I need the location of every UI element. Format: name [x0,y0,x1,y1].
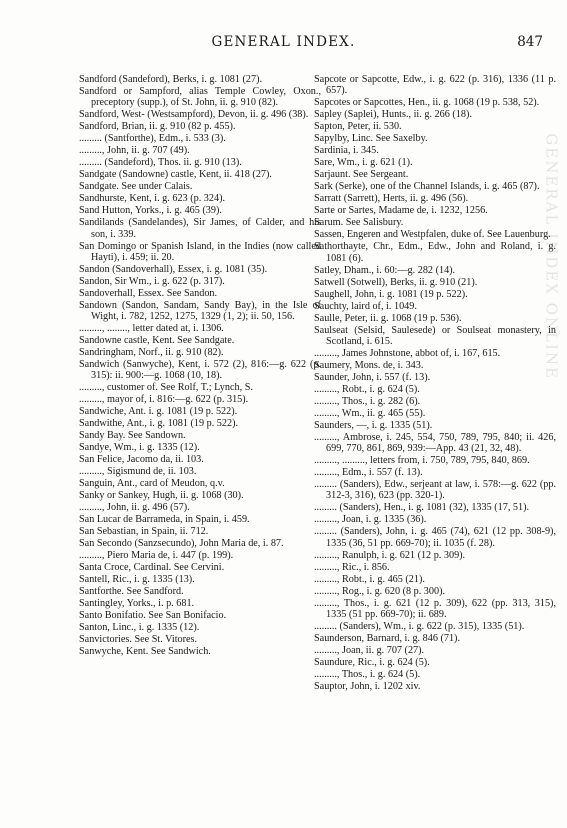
index-entry: Sandford or Sampford, alias Temple Cowley, Oxon., preceptory (supp.), of St. John, ii. g. 910 (82). [79,86,321,109]
index-entry: Sandford (Sandeford), Berks, i. g. 1081 (27). [79,74,263,85]
index-entry: ........., Ric., i. 856. [314,561,390,573]
index-entry: ........., Robt., i. g. 465 (21). [314,573,425,585]
index-entry: ........., Joan, ii. g. 707 (27). [314,644,425,656]
index-entry: Sanvictories. See St. Vitores. [79,634,198,646]
index-entry: Sandon (Sandoverhall), Essex, i. g. 1081 (35). [79,263,268,275]
index-entry: Santon, Linc., i. g. 1335 (12). [79,622,200,634]
index-entry: Sandwich (Sanwyche), Kent, i. 572 (2), 816:—g. 622 (p. 315): ii. 900:—g. 1068 (10, 18). [79,359,321,382]
index-column-left [79,74,321,658]
index-entry: Satwell (Sotwell), Berks, ii. g. 910 (21). [314,276,478,288]
index-entry: ........., James Johnstone, abbot of, i. 167, 615. [314,347,501,359]
index-entry: ........., Robt., i. g. 624 (5). [314,383,420,395]
index-entry: Sandhurste, Kent, i. g. 623 (p. 324). [79,193,226,205]
index-entry: ........., Ambrose, i. 245, 554, 750, 789, 795, 840; ii. 426, 699, 770, 861, 869, 939:—App. 43 (21, 32, 48). [314,431,556,454]
index-entry: Sandowne castle, Kent. See Sandgate. [79,335,235,346]
index-entry: ......... (Santforthe), Edm., i. 533 (3). [79,133,226,145]
index-entry: Sandgate (Sandowne) castle, Kent, ii. 418 (27). [79,169,272,181]
index-entry: Sapley (Saplei), Hunts., ii. g. 266 (18). [314,109,472,121]
index-entry: San Felice, Jacomo da, ii. 103. [79,454,204,466]
index-entry: Sapcotes or Sapcottes, Hen., ii. g. 1068 (19 p. 538, 52). [314,97,540,109]
index-entry: Sanky or Sankey, Hugh, ii. g. 1068 (30). [79,490,244,502]
page-number: 847 [517,34,543,50]
index-entry: Sandford, West- (Westsampford), Devon, ii. g. 496 (38). [79,109,309,121]
index-entry: Santingley, Yorks., i. p. 681. [79,598,195,610]
index-entry: Sandy Bay. See Sandown. [79,430,186,442]
index-entry: Sauchty, laird of, i. 1049. [314,300,417,312]
index-entry: Sanguin, Ant., card of Meudon, q.v. [79,478,225,490]
index-entry: ........., Thos., i. g. 624 (5). [314,668,421,680]
index-entry: Sandown (Sandon, Sandam, Sandy Bay), in the Isle of Wight, i. 782, 1252, 1275, 1329 (1, 2); ii. 50, 156. [79,299,321,322]
index-entry: ........., Wm., ii. g. 465 (55). [314,407,426,419]
index-entry: Sandon, Sir Wm., i. g. 622 (p. 317). [79,275,225,287]
index-entry: Sauptor, John, i. 1202 xiv. [314,680,421,692]
index-entry: Sassen, Engeren and Westpfalen, duke of. See Lauenburg. [314,229,551,241]
index-entry: ......... (Sanders), Hen., i. g. 1081 (32), 1335 (17, 51). [314,502,530,514]
index-entry: Santforthe. See Sandford. [79,586,184,598]
index-entry: Sandwithe, Ant., i. g. 1081 (19 p. 522). [79,418,239,430]
index-entry: ........., Joan, i. g. 1335 (36). [314,514,427,526]
index-entry: ........., Edm., i. 557 (f. 13). [314,467,423,478]
index-entry: Sandoverhall, Essex. See Sandon. [79,287,218,299]
index-entry: Saughell, John, i. g. 1081 (19 p. 522). [314,288,468,300]
index-entry: ........., Rog., i. g. 620 (8 p. 300). [314,585,446,597]
index-entry: Sandford, Brian, ii. g. 910 (82 p. 455). [79,121,236,133]
index-entry: Sandilands (Sandelandes), Sir James, of Calder, and his son, i. 339. [79,217,321,240]
index-entry: ........., mayor of, i. 816:—g. 622 (p. 315). [79,394,249,406]
index-entry: Saunderson, Barnard, i. g. 846 (71). [314,632,460,644]
index-entry: Sapylby, Linc. See Saxelby. [314,133,428,145]
index-entry: ........., Piero Maria de, i. 447 (p. 199). [79,550,234,562]
index-entry: ........., Thos., i. g. 621 (12 p. 309), 622 (pp. 313, 315), 1335 (51 pp. 669-70); ii. 689. [314,597,556,620]
index-entry: San Domingo or Spanish Island, in the Indies (now called Hayti), i. 459; ii. 20. [79,240,321,263]
index-entry: Sarjaunt. See Sergeant. [314,169,409,181]
index-entry: ........., ........, letter dated at, i. 1306. [79,323,224,334]
index-entry: San Sebastian, in Spain, ii. 712. [79,526,209,538]
index-entry: ........., John, ii. g. 707 (49). [79,145,190,157]
index-entry: Santo Bonifatio. See San Bonifacio. [79,610,227,622]
index-entry: Sandgate. See under Calais. [79,181,193,193]
index-entry: Saulle, Peter, ii. g. 1068 (19 p. 536). [314,312,462,324]
index-entry: San Secondo (Sanzsecundo), John Maria de, i. 87. [79,538,284,550]
index-entry: Saunder, John, i. 557 (f. 13). [314,371,431,383]
watermark: GENERAL INDEX ONLINE [543,133,561,380]
index-entry: Santell, Ric., i. g. 1335 (13). [79,574,195,586]
index-entry: Santa Croce, Cardinal. See Cervini. [79,562,225,574]
index-entry: Satley, Dham., i. 60:—g. 282 (14). [314,264,456,276]
index-entry: Saumery, Mons. de, i. 343. [314,359,424,371]
index-entry: ........., Ranulph, i. g. 621 (12 p. 309). [314,549,466,561]
index-entry: Sandringham, Norf., ii. g. 910 (82). [79,347,224,358]
index-entry: Saunders, —, i. g. 1335 (51). [314,419,433,431]
index-entry: San Lucar de Barrameda, in Spain, i. 459. [79,514,250,526]
index-entry: ........., Thos., i. g. 282 (6). [314,395,421,407]
index-entry: ........., John, ii. g. 496 (57). [79,502,190,514]
index-entry: Sark (Serke), one of the Channel Islands, i. g. 465 (87). [314,181,540,193]
index-entry: ......... (Sanders), John, i. g. 465 (74), 621 (12 pp. 308-9), 1335 (36, 51 pp. 669-70); ii. 1035 (f. 28). [314,526,556,549]
index-entry: Sapton, Peter, ii. 530. [314,121,402,133]
index-entry: Sarratt (Sarrett), Herts, ii. g. 496 (56). [314,193,469,205]
index-entry: Sardinia, i. 345. [314,145,379,157]
index-entry: ......... (Sanders), Edw., serjeant at law, i. 578:—g. 622 (pp. 312-3, 316), 623 (pp. 320-1). [314,479,556,502]
index-entry: Sarte or Sartes, Madame de, i. 1232, 1256. [314,205,488,217]
index-entry: ........., Sigismund de, ii. 103. [79,466,197,478]
index-entry: ........., ........., letters from, i. 750, 789, 795, 840, 869. [314,455,530,466]
index-entry: Saulseat (Selsid, Saulesede) or Soulseat monastery, in Scotland, i. 615. [314,324,556,347]
index-entry: Sand Hutton, Yorks., i. g. 465 (39). [79,205,222,217]
index-column-right [314,74,556,693]
index-entry: Sapcote or Sapcotte, Edw., i. g. 622 (p. 316), 1336 (11 p. 657). [314,74,556,97]
index-entry: ........., customer of. See Rolf, T.; Lynch, S. [79,382,253,394]
index-entry: Saundure, Ric., i. g. 624 (5). [314,656,430,668]
index-entry: Sathorthayte, Chr., Edm., Edw., John and Roland, i. g. 1081 (6). [314,241,556,264]
index-entry: Sandwiche, Ant. i. g. 1081 (19 p. 522). [79,406,238,418]
index-entry: Sare, Wm., i. g. 621 (1). [314,157,413,169]
index-entry: Sanwyche, Kent. See Sandwich. [79,646,211,658]
index-entry: Sandye, Wm., i. g. 1335 (12). [79,442,200,454]
page-header [0,34,567,54]
index-entry: Sarum. See Salisbury. [314,217,404,229]
running-title: GENERAL INDEX. [211,34,356,50]
index-entry: ......... (Sandeford), Thos. ii. g. 910 (13). [79,157,242,169]
index-entry: ......... (Sanders), Wm., i. g. 622 (p. 315), 1335 (51). [314,620,525,632]
